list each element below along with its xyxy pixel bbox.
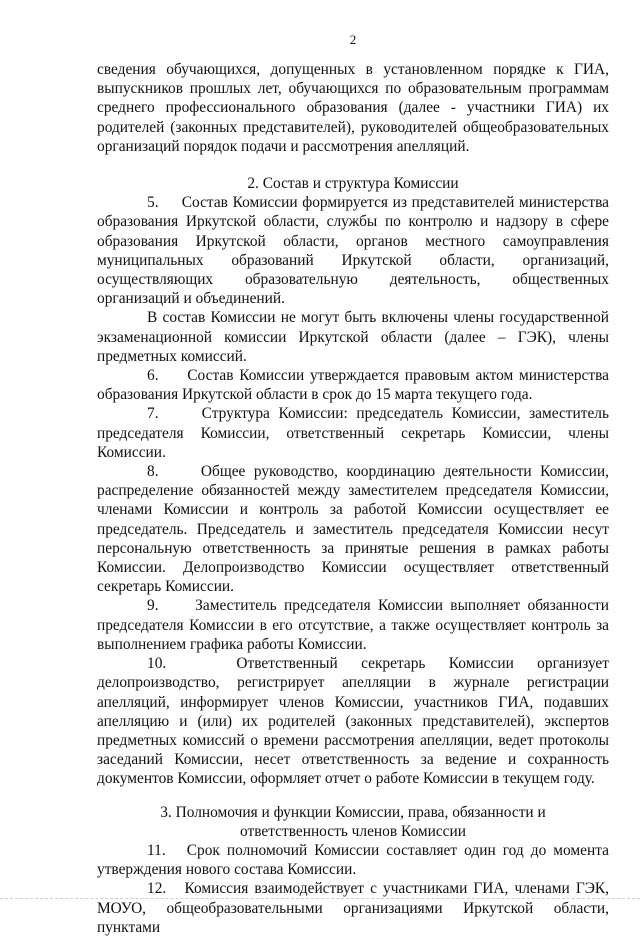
paragraph-5: 5. Состав Комиссии формируется из представителей министерства образования Иркутской области, службы по контролю и надзору в сфере образования Иркутской области, органов местного самоуправления муниципальных образований Иркутской области, организаций, осуществляющих образовательную деятельность, общественных организаций и объединений.: [97, 194, 609, 308]
paragraph-7: 7. Структура Комиссии: председатель Комиссии, заместитель председателя Комиссии, ответственный секретарь Комиссии, члены Комиссии.: [97, 405, 609, 461]
paragraph-5-cont: В состав Комиссии не могут быть включены члены государственной экзаменационной комиссии Иркутской области (далее – ГЭК), члены предметных комиссий.: [97, 309, 609, 365]
paragraph-8: 8. Общее руководство, координацию деятельности Комиссии, распределение обязанностей между заместителем председателя Комиссии, членами Комиссии и контроль за работой Комиссии осуществляет ее председатель. Председатель и заместитель председателя Комиссии несут персональную ответственность за принятые решения в рамках работы Комиссии. Делопроизводство Комиссии осуществляет ответственный секретарь Комиссии.: [97, 463, 609, 596]
section-3-heading-line-2: ответственность членов Комиссии: [240, 822, 466, 840]
intro-paragraph: сведения обучающихся, допущенных в установленном порядке к ГИА, выпускников прошлых лет, обучающихся по образовательным программам среднего профессионального образования (далее - участники ГИА) их родителей (законных представителей), руководителей общеобразовательных организаций порядок подачи и рассмотрения апелляций.: [97, 61, 609, 155]
section-2-heading: 2. Состав и структура Комиссии: [247, 175, 459, 193]
paragraph-6: 6. Состав Комиссии утверждается правовым актом министерства образования Иркутской области в срок до 15 марта текущего года.: [97, 367, 609, 404]
paragraph-9: 9. Заместитель председателя Комиссии выполняет обязанности председателя Комиссии в его отсутствие, а также осуществляет контроль за выполнением графика работы Комиссии.: [97, 597, 609, 653]
page-number: 2: [349, 32, 357, 47]
section-3-heading: [97, 803, 609, 841]
scan-edge-divider: [0, 897, 640, 899]
paragraph-12: 12. Комиссия взаимодействует с участниками ГИА, членами ГЭК, МОУО, общеобразовательными организациями Иркутской области, пунктами: [97, 880, 609, 936]
paragraph-10: 10. Ответственный секретарь Комиссии организует делопроизводство, регистрирует апелляции в журнале регистрации апелляций, информирует членов Комиссии, участников ГИА, подавших апелляцию и (или) их родителей (законных представителей), экспертов предметных комиссий о времени рассмотрения апелляции, ведет протоколы заседаний Комиссии, несет ответственность за ведение и сохранность документов Комиссии, оформляет отчет о работе Комиссии в текущем году.: [97, 655, 609, 788]
document-page: [97, 32, 609, 937]
section-3-heading-line-1: 3. Полномочия и функции Комиссии, права, обязанности и: [160, 803, 546, 821]
paragraph-11: 11. Срок полномочий Комиссии составляет один год до момента утверждения нового состава Комиссии.: [97, 841, 609, 879]
